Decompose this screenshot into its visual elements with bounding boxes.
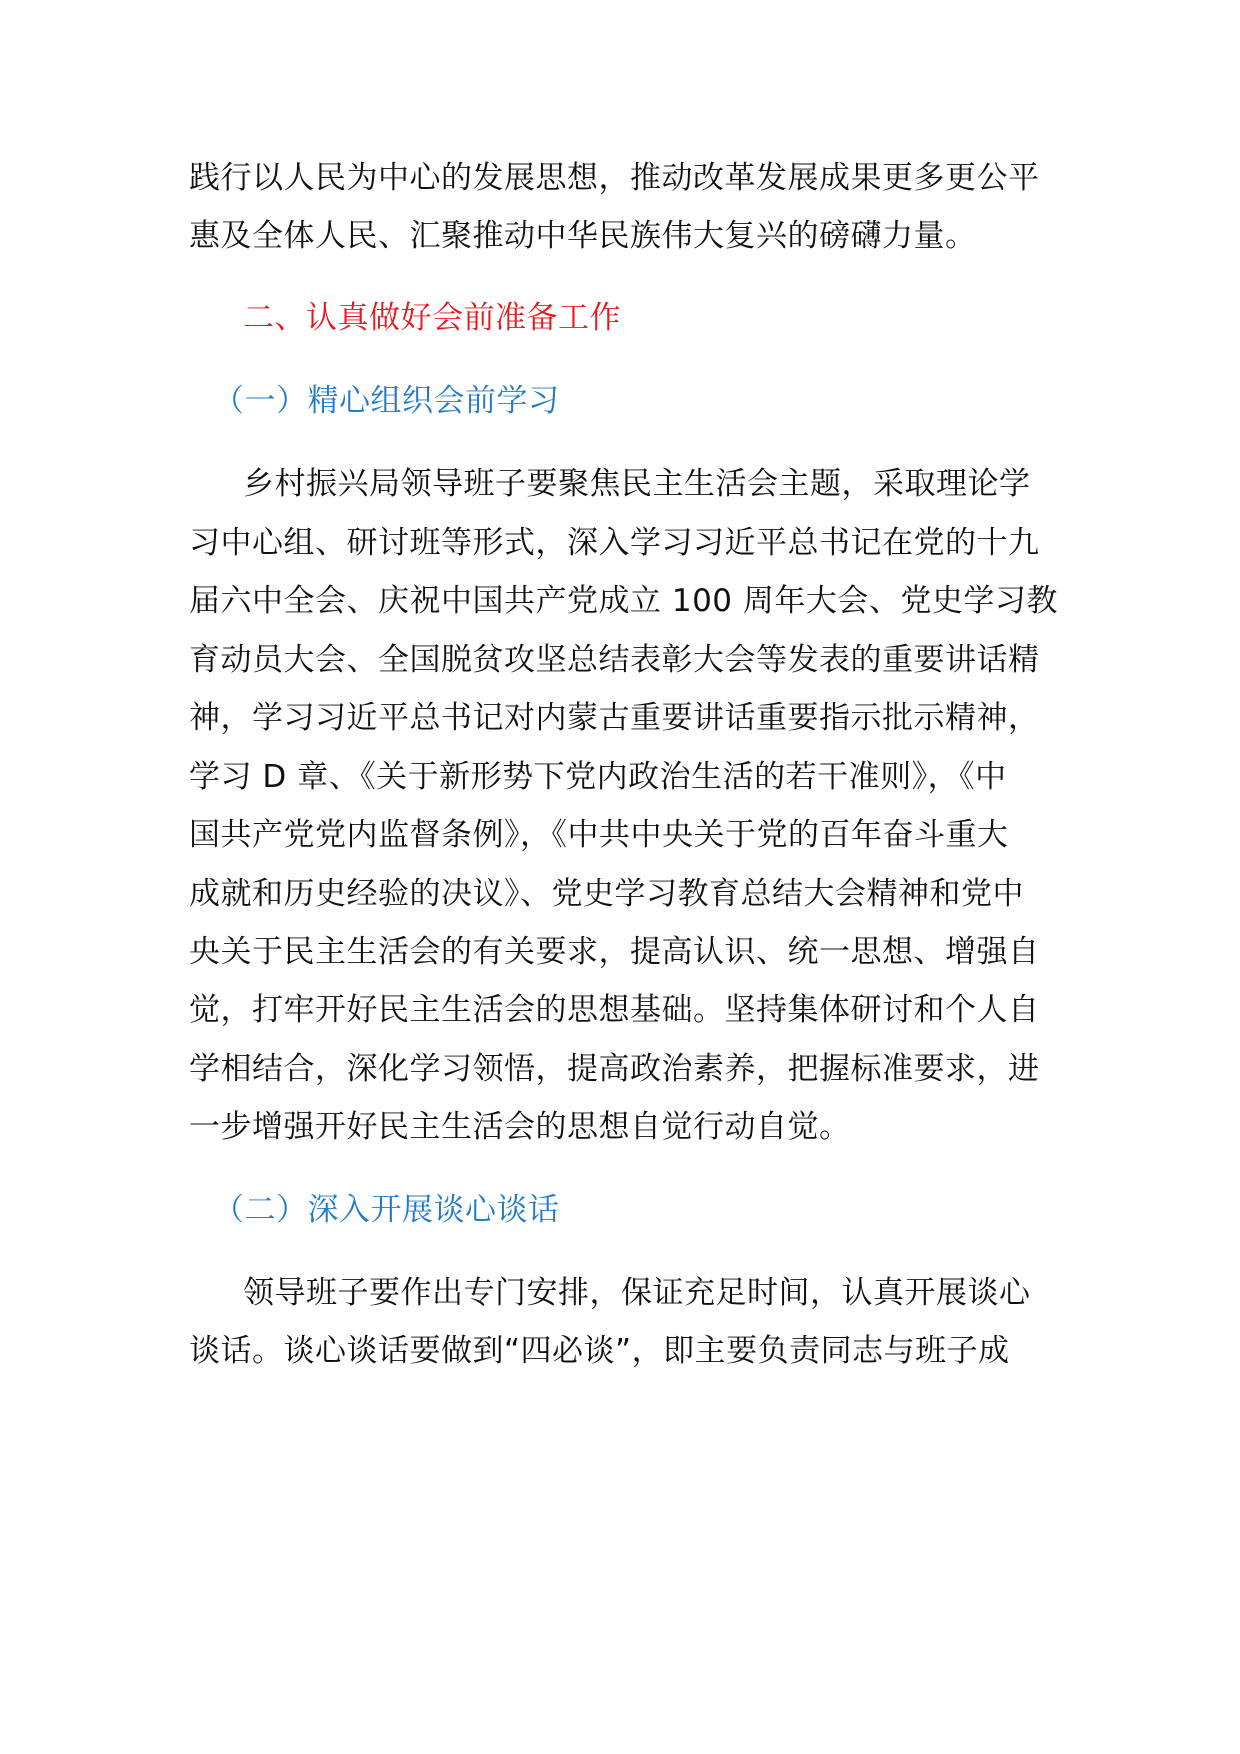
paragraph-line: 国共产党党内监督条例》，《中共中央关于党的百年奋斗重大: [189, 817, 1009, 853]
paragraph-line: 践行以人民为中心的发展思想，推动改革发展成果更多更公平: [189, 160, 1040, 196]
paragraph-line: 谈话。谈心谈话要做到“四必谈”，即主要负责同志与班子成: [189, 1333, 1010, 1369]
paragraph-line: 习中心组、研讨班等形式，深入学习习近平总书记在党的十九: [189, 525, 1040, 561]
paragraph-line: 一步增强开好民主生活会的思想自觉行动自觉。: [189, 1109, 851, 1145]
paragraph-line: 学相结合，深化学习领悟，提高政治素养，把握标准要求，进: [189, 1051, 1040, 1087]
paragraph-line: 央关于民主生活会的有关要求，提高认识、统一思想、增强自: [189, 934, 1040, 970]
paragraph-line: 成就和历史经验的决议》、党史学习教育总结大会精神和党中: [189, 876, 1024, 912]
paragraph-line: 育动员大会、全国脱贫攻坚总结表彰大会等发表的重要讲话精: [189, 642, 1040, 678]
section-heading: 二、认真做好会前准备工作: [243, 300, 621, 336]
paragraph-line: 神，学习习近平总书记对内蒙古重要讲话重要指示批示精神，: [189, 700, 1040, 736]
paragraph-line: 领导班子要作出专门安排，保证充足时间，认真开展谈心: [243, 1275, 1031, 1311]
subsection-heading-2: （二）深入开展谈心谈话: [213, 1192, 560, 1228]
paragraph-line: 学习 D 章、《关于新形势下党内政治生活的若干准则》，《中: [189, 759, 1007, 795]
paragraph-line: 惠及全体人民、汇聚推动中华民族伟大复兴的磅礴力量。: [189, 218, 977, 254]
paragraph-line: 届六中全会、庆祝中国共产党成立 100 周年大会、党史学习教: [189, 583, 1058, 619]
subsection-heading-1: （一）精心组织会前学习: [213, 383, 560, 419]
paragraph-line: 觉，打牢开好民主生活会的思想基础。坚持集体研讨和个人自: [189, 992, 1040, 1028]
paragraph-line: 乡村振兴局领导班子要聚焦民主生活会主题，采取理论学: [243, 466, 1031, 502]
